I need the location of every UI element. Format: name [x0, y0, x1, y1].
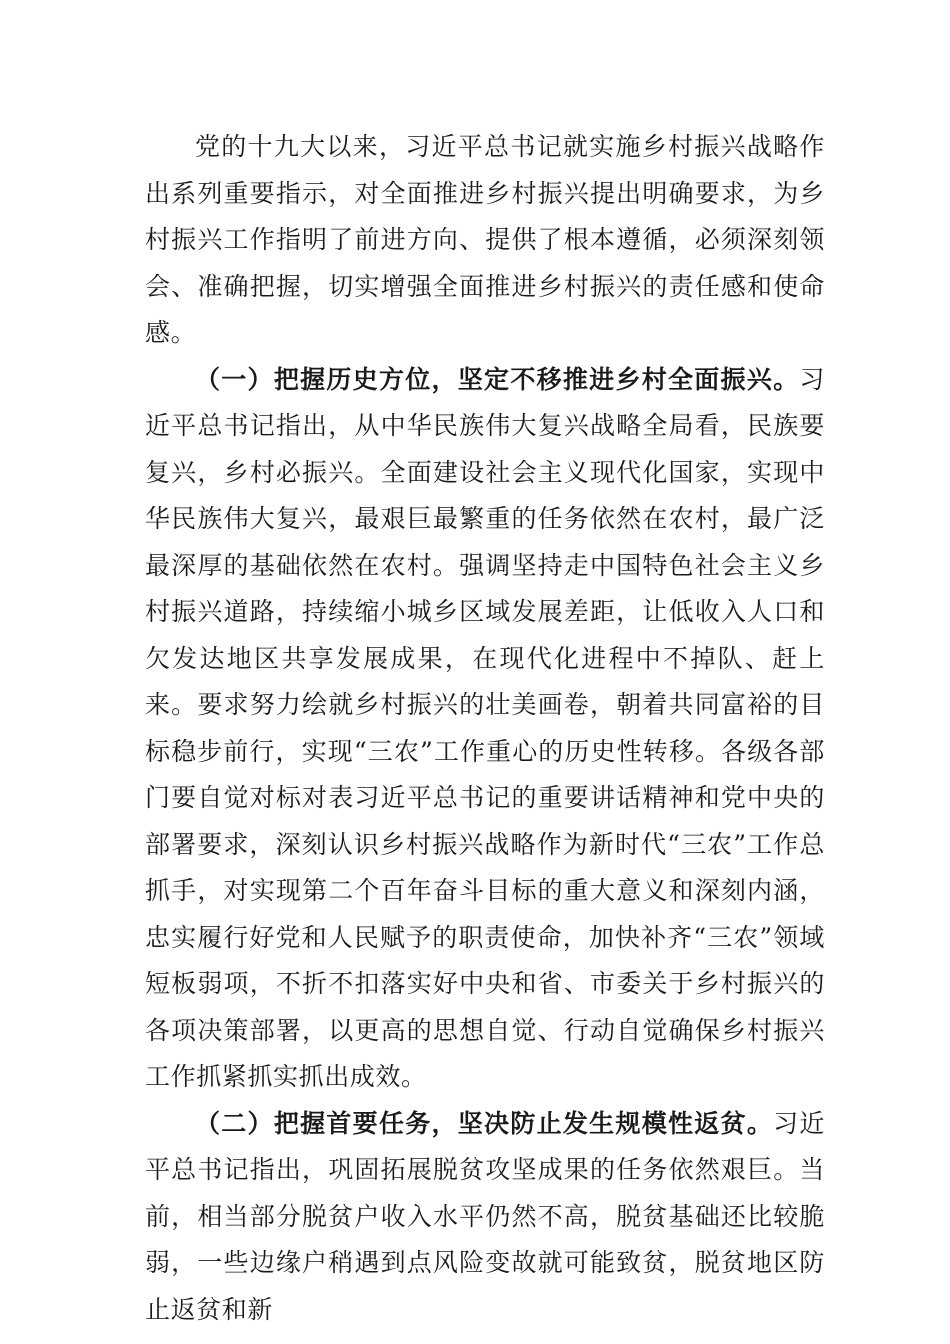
paragraph-section-2: [145, 1101, 825, 1334]
section-2-heading: （二）把握首要任务，坚决防止发生规模性返贫。: [195, 1108, 774, 1138]
paragraph-section-1: [145, 357, 825, 1101]
document-body: [145, 124, 825, 1333]
section-1-heading: （一）把握历史方位，坚定不移推进乡村全面振兴。: [195, 364, 800, 394]
paragraph-intro-text: 党的十九大以来，习近平总书记就实施乡村振兴战略作出系列重要指示，对全面推进乡村振兴提出明确要求，为乡村振兴工作指明了前进方向、提供了根本遵循，必须深刻领会、准确把握，切实增强全面推进乡村振兴的责任感和使命感。: [145, 132, 825, 347]
section-2-text: 习近平总书记指出，巩固拓展脱贫攻坚成果的任务依然艰巨。当前，相当部分脱贫户收入水平仍然不高，脱贫基础还比较脆弱，一些边缘户稍遇到点风险变故就可能致贫，脱贫地区防止返贫和新: [145, 1108, 826, 1324]
section-1-text: 习近平总书记指出，从中华民族伟大复兴战略全局看，民族要复兴，乡村必振兴。全面建设社会主义现代化国家，实现中华民族伟大复兴，最艰巨最繁重的任务依然在农村，最广泛最深厚的基础依然在农村。强调坚持走中国特色社会主义乡村振兴道路，持续缩小城乡区域发展差距，让低收入人口和欠发达地区共享发展成果，在现代化进程中不掉队、赶上来。要求努力绘就乡村振兴的壮美画卷，朝着共同富裕的目标稳步前行，实现“三农”工作重心的历史性转移。各级各部门要自觉对标对表习近平总书记的重要讲话精神和党中央的部署要求，深刻认识乡村振兴战略作为新时代“三农”工作总抓手，对实现第二个百年奋斗目标的重大意义和深刻内涵，忠实履行好党和人民赋予的职责使命，加快补齐“三农”领域短板弱项，不折不扣落实好中央和省、市委关于乡村振兴的各项决策部署，以更高的思想自觉、行动自觉确保乡村振兴工作抓紧抓实抓出成效。: [145, 364, 825, 1091]
paragraph-intro: [145, 124, 825, 357]
